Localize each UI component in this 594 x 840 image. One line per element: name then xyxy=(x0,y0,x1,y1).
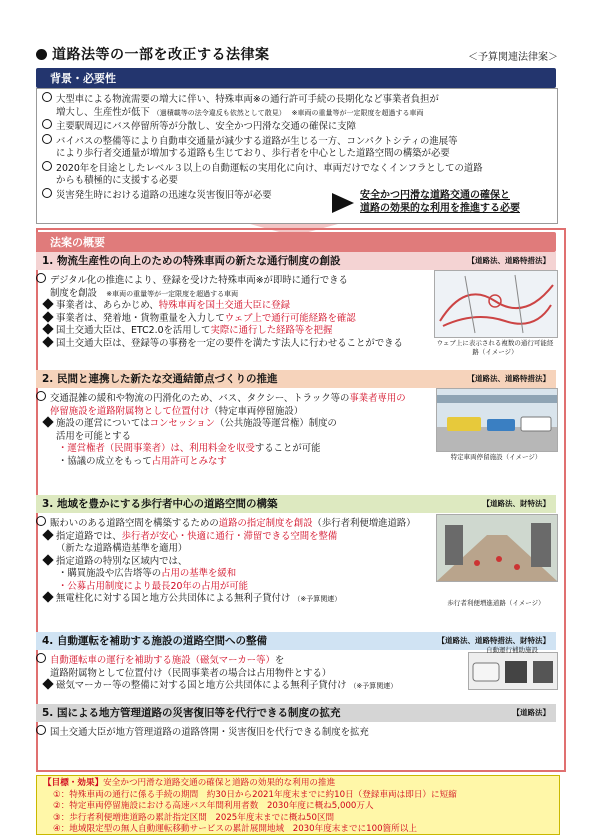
section-3-header xyxy=(36,495,556,513)
section-title: 4. 自動運転を補助する施設の道路空間への整備 xyxy=(42,635,267,647)
section-2-header xyxy=(36,370,556,388)
effect-item: ①：特殊車両の通行に係る手続の期間 約30日から2021年度末までに約10日（登録車両は即日）に短縮 xyxy=(53,789,457,800)
item-text: 道路附属物として位置付け（民間事業者の場合は占用物件とする） xyxy=(50,667,332,679)
item-text: 無電柱化に対する国と地方公共団体による無利子貸付け xyxy=(56,593,291,604)
item-highlight: 事業者専用の xyxy=(349,393,406,404)
background-item-1-cont xyxy=(42,107,483,120)
pedestrian-street-image xyxy=(436,514,558,582)
sec1-image-caption: ウェブ上に表示される複数の通行可能経路（イメージ） xyxy=(436,339,554,356)
item-highlight: 特殊車両を国土交通大臣に登録 xyxy=(158,300,291,311)
page-title xyxy=(36,44,270,64)
diamond-bullet-icon xyxy=(42,311,53,322)
sec5-item xyxy=(36,725,556,740)
route-map-icon xyxy=(435,271,557,337)
circle-bullet-icon xyxy=(36,273,46,283)
effects-box xyxy=(36,775,560,835)
item-text: 交通混雑の緩和や物流の円滑化のため、バス、タクシー、トラック等の xyxy=(50,393,350,404)
background-item-text: 大型車による物流需要の増大に伴い、特殊車両※の通行許可手続の長期化など事業者負担が xyxy=(56,94,439,105)
item-text: 活用を可能とする xyxy=(56,430,132,442)
background-item-text: 災害発生時における道路の迅速な災害復旧等が必要 xyxy=(56,189,272,201)
outline-body xyxy=(6,252,566,772)
item-text: デジタル化の推進により、登録を受けた特殊車両※が即時に通行できる xyxy=(50,275,348,286)
background-header: 背景・必要性 xyxy=(36,68,556,88)
item-text: （特定車両停留施設） xyxy=(209,405,304,417)
diamond-bullet-icon xyxy=(42,678,53,689)
effect-item: ②：特定車両停留施設における高速バス年間利用者数 2030年度に概ね5,000万人 xyxy=(53,801,374,811)
diamond-bullet-icon xyxy=(42,323,53,334)
bill-tag: ＜予算関連法律案＞ xyxy=(468,52,558,63)
diamond-bullet-icon xyxy=(42,529,53,540)
circle-bullet-icon xyxy=(42,134,52,144)
item-highlight: 占用許可とみなす xyxy=(151,455,227,467)
effects-header xyxy=(43,778,553,790)
item-highlight: 自動運転車の運行を補助する施設（磁気マーカー等） xyxy=(50,655,275,666)
item-highlight: 占用の基準を緩和 xyxy=(161,568,237,579)
circle-bullet-icon xyxy=(42,188,52,198)
pedestrian-street-icon xyxy=(437,515,557,581)
background-item-text: により歩行者交通量が増加する道路も生じており、歩行者を中心とした道路空間の構築が必要 xyxy=(56,148,450,159)
item-text: 国土交通大臣は、ETC2.0を活用して xyxy=(56,325,211,336)
background-item-text: 増大し、生産性が低下 xyxy=(56,106,150,118)
background-note: ※車両の重量等が一定限度を超過する車両 xyxy=(291,108,424,117)
diamond-bullet-icon xyxy=(42,298,53,309)
bus-terminal-image xyxy=(436,388,558,452)
section-law: 【道路法、財特法】 xyxy=(482,499,550,508)
item-highlight: ・公募占用制度により最長20年の占用が可能 xyxy=(58,580,249,592)
section-law: 【道路法、道路特措法】 xyxy=(467,256,550,265)
background-item-text: バイパスの整備等により自動車交通量が減少する道路が生じる一方、コンパクトシティの進展等 xyxy=(56,135,458,147)
item-highlight: ウェブ上で通行可能経路を確認 xyxy=(224,312,356,324)
callout-line: 安全かつ円滑な道路交通の確保と xyxy=(360,190,510,201)
item-text: ・協議の成立をもって xyxy=(58,455,152,467)
background-item-1 xyxy=(42,92,483,107)
item-note: ※車両の重量等が一定限度を超過する車両 xyxy=(106,289,239,298)
effects-summary: 安全かつ円滑な道路交通の確保と道路の効果的な利用の推進 xyxy=(103,778,336,788)
bullet-icon xyxy=(36,49,47,60)
diamond-bullet-icon xyxy=(42,336,53,347)
diamond-bullet-icon xyxy=(42,591,53,602)
sec3-item xyxy=(36,581,556,594)
section-title: 3. 地域を豊かにする歩行者中心の道路空間の構築 xyxy=(42,498,278,510)
item-text: 施設の運営については xyxy=(56,418,150,429)
effects-content xyxy=(37,776,559,836)
section-1-header xyxy=(36,252,556,270)
item-text: 磁気マーカー等の整備に対する国と地方公共団体による無利子貸付け xyxy=(56,680,347,691)
circle-bullet-icon xyxy=(36,391,46,401)
item-text: 国土交通大臣は、登録等の事務を一定の要件を満たす法人に行わせることができる xyxy=(56,337,403,349)
item-highlight: 実際に通行した経路等を把握 xyxy=(210,325,333,336)
sec3-image-caption: 歩行者利便増進道路（イメージ） xyxy=(447,599,545,607)
title-text: 道路法等の一部を改正する法律案 xyxy=(52,47,270,63)
section-title: 5. 国による地方管理道路の災害復旧等を代行できる制度の拡充 xyxy=(42,707,341,719)
section-title: 1. 物流生産性の向上のための特殊車両の新たな通行制度の創設 xyxy=(42,255,341,267)
item-highlight: ・運営権者（民間事業者）は、利用料金を収受 xyxy=(58,443,255,454)
outline-header: 法案の概要 xyxy=(36,232,556,252)
item-highlight: 停留施設を道路附属物として位置付け xyxy=(50,405,210,417)
item-text: （歩行者利便増進道路） xyxy=(312,518,416,529)
item-text: 賑わいのある道路空間を構築するための xyxy=(50,518,219,529)
item-highlight: 歩行者が安心・快適に通行・滞留できる空間を整備 xyxy=(121,530,338,542)
magnetic-marker-image xyxy=(468,652,558,690)
circle-bullet-icon xyxy=(36,653,46,663)
item-highlight: コンセッション xyxy=(149,418,216,429)
sec2-image-caption: 特定車両停留施設（イメージ） xyxy=(450,453,542,461)
sec4-image-caption: 自動運行補助施設 xyxy=(486,646,538,654)
arrow-right-icon xyxy=(332,193,354,213)
item-text: 事業者は、あらかじめ、 xyxy=(56,300,159,311)
circle-bullet-icon xyxy=(42,119,52,129)
effect-item: ④：地域限定型の無人自動運転移動サービスの累計展開地域 2030年度末までに100箇所以上 xyxy=(53,824,417,834)
background-item-text: 2020年を目途としたレベル３以上の自動運転の実用化に向け、車両だけでなくインフラとしての道路 xyxy=(56,162,483,174)
item-text: 事業者は、発着地・貨物重量を入力して xyxy=(56,312,225,324)
item-text: 指定道路の特別な区域内では、 xyxy=(56,555,188,567)
item-text: 指定道路では、 xyxy=(56,530,122,542)
section-5 xyxy=(36,704,556,740)
section-law: 【道路法、道路特措法】 xyxy=(467,374,550,383)
diamond-bullet-icon xyxy=(42,554,53,565)
item-text: （新たな道路構造基準を適用） xyxy=(56,543,188,554)
circle-bullet-icon xyxy=(42,92,52,102)
circle-bullet-icon xyxy=(36,516,46,526)
background-item-4 xyxy=(42,161,483,176)
background-note: （過積載等の法令違反も依然として散見） xyxy=(152,108,283,117)
background-item-3-cont xyxy=(42,148,483,161)
magnetic-marker-icon xyxy=(469,653,557,689)
section-5-header xyxy=(36,704,556,722)
item-text: ・購買施設や広告塔等の xyxy=(58,568,162,579)
section-law: 【道路法、道路特措法、財特法】 xyxy=(437,636,550,645)
effect-item: ③：歩行者利便増進道路の累計指定区間 2025年度末までに概ね50区間 xyxy=(53,812,335,823)
section-law: 【道路法】 xyxy=(512,708,550,717)
item-note: （※予算関連） xyxy=(293,595,342,603)
background-item-3 xyxy=(42,134,483,149)
section-title: 2. 民間と連携した新たな交通結節点づくりの推進 xyxy=(42,373,278,385)
item-text: 国土交通大臣が地方管理道路の道路啓開・災害復旧を代行できる制度を拡充 xyxy=(50,727,369,738)
item-note: （※予算関連） xyxy=(349,682,398,690)
circle-bullet-icon xyxy=(36,725,46,735)
item-text: 制度を創設 xyxy=(50,287,97,299)
circle-bullet-icon xyxy=(42,161,52,171)
background-list xyxy=(42,92,483,202)
item-text: （公共施設等運営権）制度の xyxy=(215,418,337,429)
route-map-image xyxy=(434,270,558,338)
background-item-4-cont xyxy=(42,175,483,188)
item-highlight: 道路の指定制度を創設 xyxy=(218,518,313,529)
item-text: することが可能 xyxy=(254,443,321,454)
background-item-2 xyxy=(42,119,483,134)
background-callout xyxy=(360,189,556,217)
bus-terminal-icon xyxy=(437,389,557,451)
background-item-text: 主要駅周辺にバス停留所等が分散し、安全かつ円滑な交通の確保に支障 xyxy=(56,121,357,132)
effects-title: 【目標・効果】 xyxy=(43,778,104,788)
background-item-text: からも積極的に支援する必要 xyxy=(56,175,178,186)
diamond-bullet-icon xyxy=(42,416,53,427)
item-text: を xyxy=(274,655,285,666)
callout-line: 道路の効果的な利用を推進する必要 xyxy=(360,203,520,214)
